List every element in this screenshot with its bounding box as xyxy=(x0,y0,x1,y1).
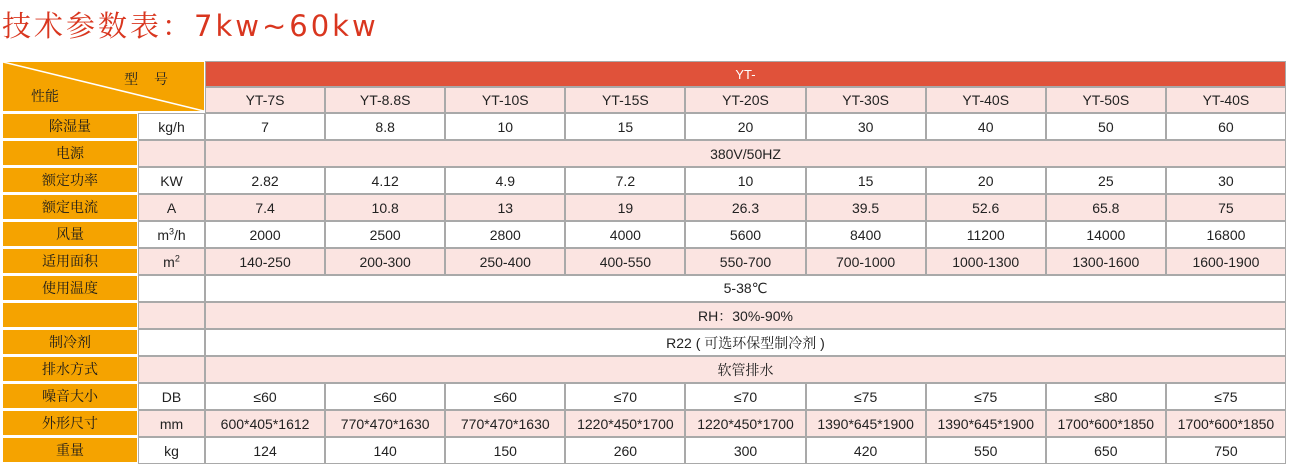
corner-model-label: 型 号 xyxy=(124,71,174,87)
unit-sup: 2 xyxy=(174,252,180,263)
unit-cell: kg/h xyxy=(138,113,205,140)
value-cell: 7.4 xyxy=(205,194,325,221)
value-cell: 650 xyxy=(1046,437,1166,464)
value-cell: 11200 xyxy=(926,221,1046,248)
value-cell: 15 xyxy=(565,113,685,140)
row-label: 使用温度 xyxy=(2,275,138,302)
value-cell: 14000 xyxy=(1046,221,1166,248)
value-cell: 770*470*1630 xyxy=(445,410,565,437)
table-row xyxy=(2,221,1286,248)
row-label: 适用面积 xyxy=(2,248,138,275)
value-cell: ≤75 xyxy=(1166,383,1286,410)
span-value: 5-38℃ xyxy=(205,275,1286,302)
table-row xyxy=(2,194,1286,221)
value-cell: ≤60 xyxy=(445,383,565,410)
unit-cell: A xyxy=(138,194,205,221)
value-cell: 16800 xyxy=(1166,221,1286,248)
table-row xyxy=(2,329,1286,356)
value-cell: 250-400 xyxy=(445,248,565,275)
table-row xyxy=(2,383,1286,410)
table-row xyxy=(2,140,1286,167)
table-row xyxy=(2,356,1286,383)
spec-table xyxy=(2,61,1286,464)
value-cell: 260 xyxy=(565,437,685,464)
row-label: 噪音大小 xyxy=(2,383,138,410)
value-cell: 26.3 xyxy=(685,194,805,221)
model-cell: YT-15S xyxy=(565,87,685,113)
unit-base: m xyxy=(163,253,175,270)
value-cell: 1700*600*1850 xyxy=(1046,410,1166,437)
value-cell: ≤80 xyxy=(1046,383,1166,410)
value-cell: 1000-1300 xyxy=(926,248,1046,275)
value-cell: ≤75 xyxy=(806,383,926,410)
value-cell: 20 xyxy=(926,167,1046,194)
value-cell: 8.8 xyxy=(325,113,445,140)
value-cell: 15 xyxy=(806,167,926,194)
table-row xyxy=(2,167,1286,194)
span-value: 软管排水 xyxy=(205,356,1286,383)
value-cell: 550 xyxy=(926,437,1046,464)
model-cell: YT-7S xyxy=(205,87,325,113)
value-cell: 40 xyxy=(926,113,1046,140)
value-cell: 10 xyxy=(445,113,565,140)
value-cell: 2000 xyxy=(205,221,325,248)
corner-perf-label: 性能 xyxy=(31,88,59,104)
unit-sup: 3 xyxy=(168,225,174,236)
value-cell: 10.8 xyxy=(325,194,445,221)
row-label: 重量 xyxy=(2,437,138,464)
value-cell: 700-1000 xyxy=(806,248,926,275)
value-cell: 124 xyxy=(205,437,325,464)
value-cell: 19 xyxy=(565,194,685,221)
span-value: R22 ( 可选环保型制冷剂 ) xyxy=(205,329,1286,356)
value-cell: 7.2 xyxy=(565,167,685,194)
value-cell: 140 xyxy=(325,437,445,464)
unit-tail: /h xyxy=(174,226,186,243)
row-label: 风量 xyxy=(2,221,138,248)
value-cell: 1390*645*1900 xyxy=(806,410,926,437)
unit-cell xyxy=(138,275,205,302)
value-cell: 1390*645*1900 xyxy=(926,410,1046,437)
unit-cell: KW xyxy=(138,167,205,194)
unit-cell: kg xyxy=(138,437,205,464)
value-cell: 7 xyxy=(205,113,325,140)
model-cell: YT-20S xyxy=(685,87,805,113)
value-cell: 770*470*1630 xyxy=(325,410,445,437)
unit-cell xyxy=(138,329,205,356)
unit-cell xyxy=(138,221,205,248)
unit-cell xyxy=(138,140,205,167)
value-cell: 25 xyxy=(1046,167,1166,194)
value-cell: ≤70 xyxy=(685,383,805,410)
table-row xyxy=(2,302,1286,329)
value-cell: 20 xyxy=(685,113,805,140)
table-row xyxy=(2,275,1286,302)
value-cell: 4.9 xyxy=(445,167,565,194)
value-cell: 50 xyxy=(1046,113,1166,140)
row-label: 电源 xyxy=(2,140,138,167)
row-label: 外形尺寸 xyxy=(2,410,138,437)
value-cell: 4.12 xyxy=(325,167,445,194)
span-value: RH：30%-90% xyxy=(205,302,1286,329)
model-cell: YT-30S xyxy=(806,87,926,113)
value-cell: 30 xyxy=(806,113,926,140)
value-cell: 200-300 xyxy=(325,248,445,275)
page-title: 技术参数表：7kw~60kw xyxy=(2,9,379,43)
row-label xyxy=(2,302,138,329)
table-row xyxy=(2,113,1286,140)
value-cell: 1220*450*1700 xyxy=(685,410,805,437)
row-label: 制冷剂 xyxy=(2,329,138,356)
value-cell: 550-700 xyxy=(685,248,805,275)
row-label: 除湿量 xyxy=(2,113,138,140)
model-cell: YT-50S xyxy=(1046,87,1166,113)
value-cell: 52.6 xyxy=(926,194,1046,221)
corner-header xyxy=(2,61,205,113)
unit-cell: DB xyxy=(138,383,205,410)
value-cell: 13 xyxy=(445,194,565,221)
value-cell: 1300-1600 xyxy=(1046,248,1166,275)
value-cell: 1600-1900 xyxy=(1166,248,1286,275)
value-cell: 5600 xyxy=(685,221,805,248)
table-row xyxy=(2,248,1286,275)
model-cell: YT-40S xyxy=(926,87,1046,113)
table-row xyxy=(2,437,1286,464)
value-cell: ≤70 xyxy=(565,383,685,410)
value-cell: 39.5 xyxy=(806,194,926,221)
value-cell: 1700*600*1850 xyxy=(1166,410,1286,437)
unit-cell xyxy=(138,248,205,275)
value-cell: ≤60 xyxy=(325,383,445,410)
value-cell: ≤75 xyxy=(926,383,1046,410)
value-cell: 150 xyxy=(445,437,565,464)
model-cell: YT-40S xyxy=(1166,87,1286,113)
value-cell: 600*405*1612 xyxy=(205,410,325,437)
value-cell: 1220*450*1700 xyxy=(565,410,685,437)
value-cell: 2500 xyxy=(325,221,445,248)
value-cell: 65.8 xyxy=(1046,194,1166,221)
series-header: YT- xyxy=(205,61,1286,87)
row-label: 额定功率 xyxy=(2,167,138,194)
model-cell: YT-10S xyxy=(445,87,565,113)
unit-cell xyxy=(138,302,205,329)
value-cell: 750 xyxy=(1166,437,1286,464)
row-label: 额定电流 xyxy=(2,194,138,221)
value-cell: 420 xyxy=(806,437,926,464)
value-cell: 4000 xyxy=(565,221,685,248)
value-cell: 140-250 xyxy=(205,248,325,275)
table-row xyxy=(2,410,1286,437)
unit-cell: mm xyxy=(138,410,205,437)
value-cell: ≤60 xyxy=(205,383,325,410)
value-cell: 10 xyxy=(685,167,805,194)
span-value: 380V/50HZ xyxy=(205,140,1286,167)
value-cell: 300 xyxy=(685,437,805,464)
value-cell: 400-550 xyxy=(565,248,685,275)
value-cell: 30 xyxy=(1166,167,1286,194)
unit-cell xyxy=(138,356,205,383)
unit-base: m xyxy=(157,226,169,243)
value-cell: 60 xyxy=(1166,113,1286,140)
row-label: 排水方式 xyxy=(2,356,138,383)
value-cell: 2.82 xyxy=(205,167,325,194)
value-cell: 8400 xyxy=(806,221,926,248)
value-cell: 75 xyxy=(1166,194,1286,221)
value-cell: 2800 xyxy=(445,221,565,248)
model-cell: YT-8.8S xyxy=(325,87,445,113)
